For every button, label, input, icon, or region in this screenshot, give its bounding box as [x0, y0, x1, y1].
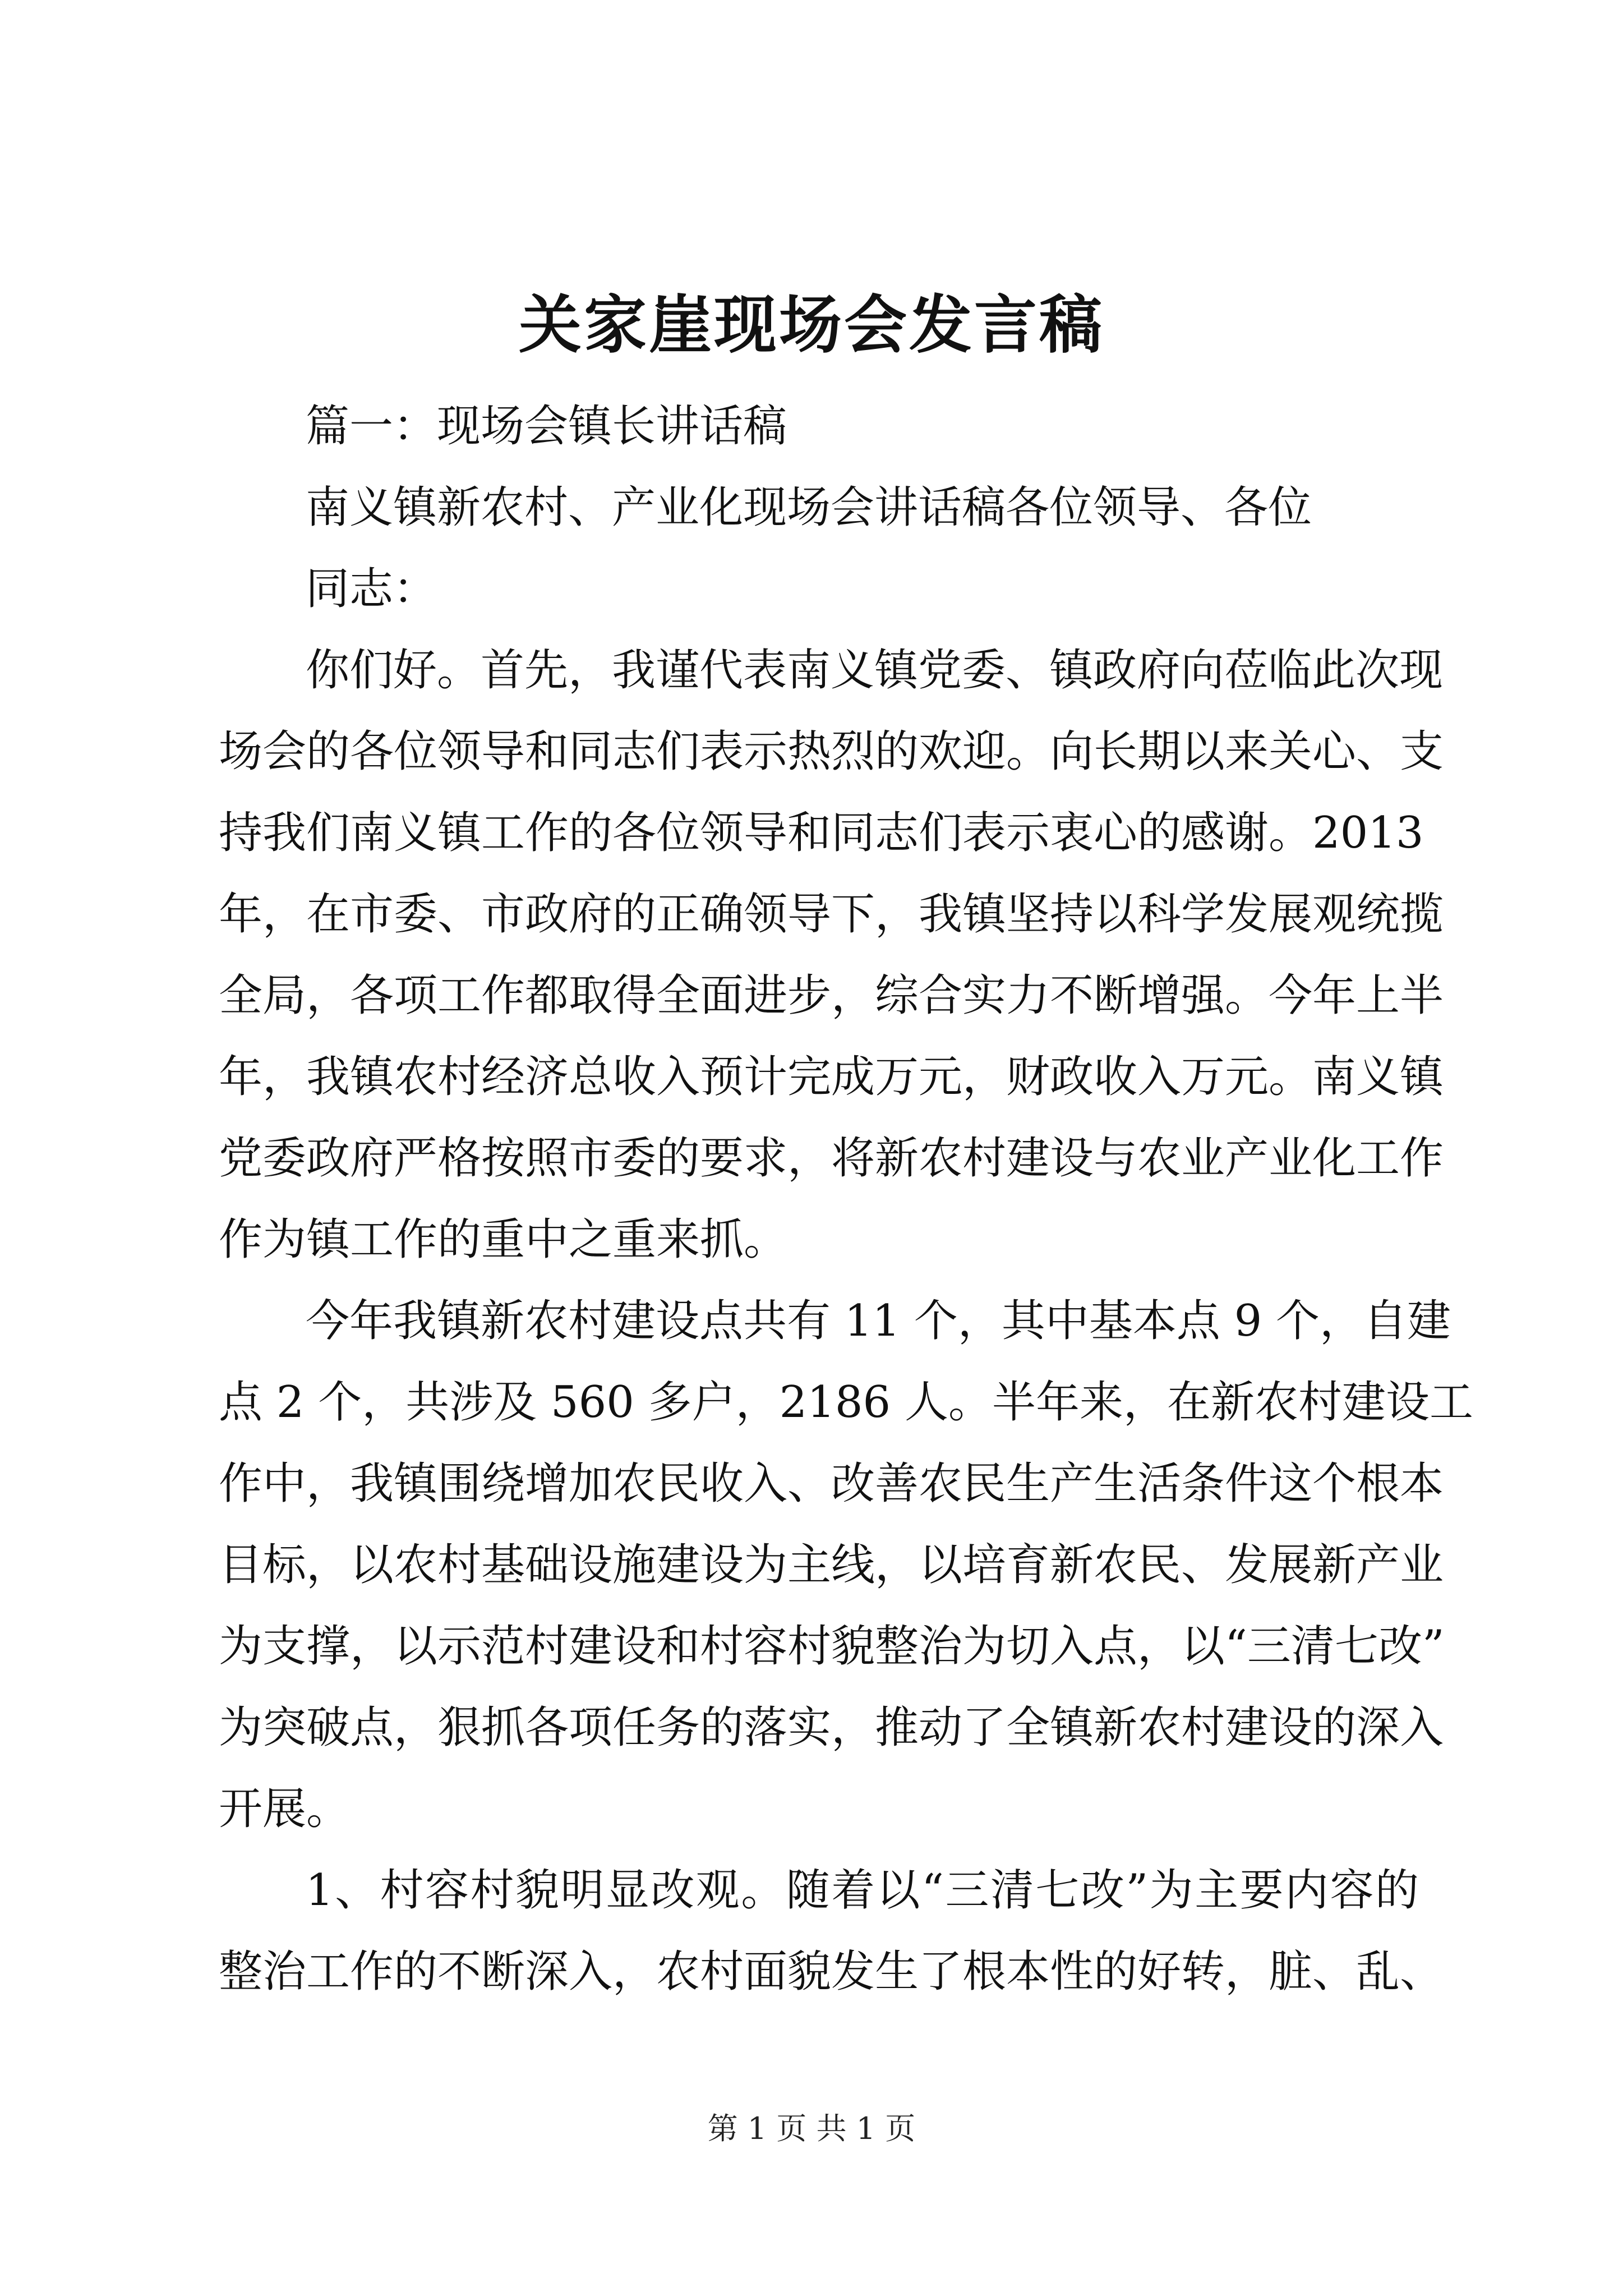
paragraph-line: 今年我镇新农村建设点共有 11 个，其中基本点 9 个，自建 — [306, 1296, 1451, 1346]
speech-heading: 南义镇新农村、产业化现场会讲话稿各位领导、各位 — [306, 482, 1312, 533]
paragraph-line: 点 2 个，共涉及 560 多户，2186 人。半年来，在新农村建设工 — [219, 1377, 1473, 1428]
paragraph-line: 整治工作的不断深入，农村面貌发生了根本性的好转，脏、乱、 — [219, 1947, 1444, 1997]
document-body — [219, 386, 1473, 2013]
paragraph-line: 你们好。首先，我谨代表南义镇党委、镇政府向莅临此次现 — [306, 645, 1444, 696]
paragraph-line: 党委政府严格按照市委的要求，将新农村建设与农业产业化工作 — [219, 1133, 1444, 1184]
paragraph-line: 持我们南义镇工作的各位领导和同志们表示衷心的感谢。2013 — [219, 808, 1424, 858]
section-heading: 篇一：现场会镇长讲话稿 — [306, 401, 787, 452]
paragraph-line: 作为镇工作的重中之重来抓。 — [219, 1214, 788, 1265]
paragraph-line: 年，在市委、市政府的正确领导下，我镇坚持以科学发展观统揽 — [219, 889, 1444, 940]
paragraph-line: 开展。 — [219, 1784, 351, 1834]
paragraph-line: 全局，各项工作都取得全面进步，综合实力不断增强。今年上半 — [219, 970, 1444, 1021]
paragraph-line: 1、村容村貌明显改观。随着以“三清七改”为主要内容的 — [306, 1865, 1419, 1916]
page-number: 第 1 页 共 1 页 — [707, 2111, 916, 2146]
paragraph-line: 为突破点，狠抓各项任务的落实，推动了全镇新农村建设的深入 — [219, 1703, 1444, 1753]
page-title: 关家崖现场会发言稿 — [519, 288, 1104, 362]
paragraph-line: 场会的各位领导和同志们表示热烈的欢迎。向长期以来关心、支 — [219, 726, 1444, 777]
paragraph-line: 年，我镇农村经济总收入预计完成万元，财政收入万元。南义镇 — [219, 1052, 1444, 1102]
speech-salutation: 同志： — [306, 564, 437, 614]
paragraph-line: 目标，以农村基础设施建设为主线，以培育新农民、发展新产业 — [219, 1540, 1444, 1590]
paragraph-line: 为支撑，以示范村建设和村容村貌整治为切入点，以“三清七改” — [219, 1621, 1445, 1672]
paragraph-line: 作中，我镇围绕增加农民收入、改善农民生产生活条件这个根本 — [219, 1458, 1444, 1509]
